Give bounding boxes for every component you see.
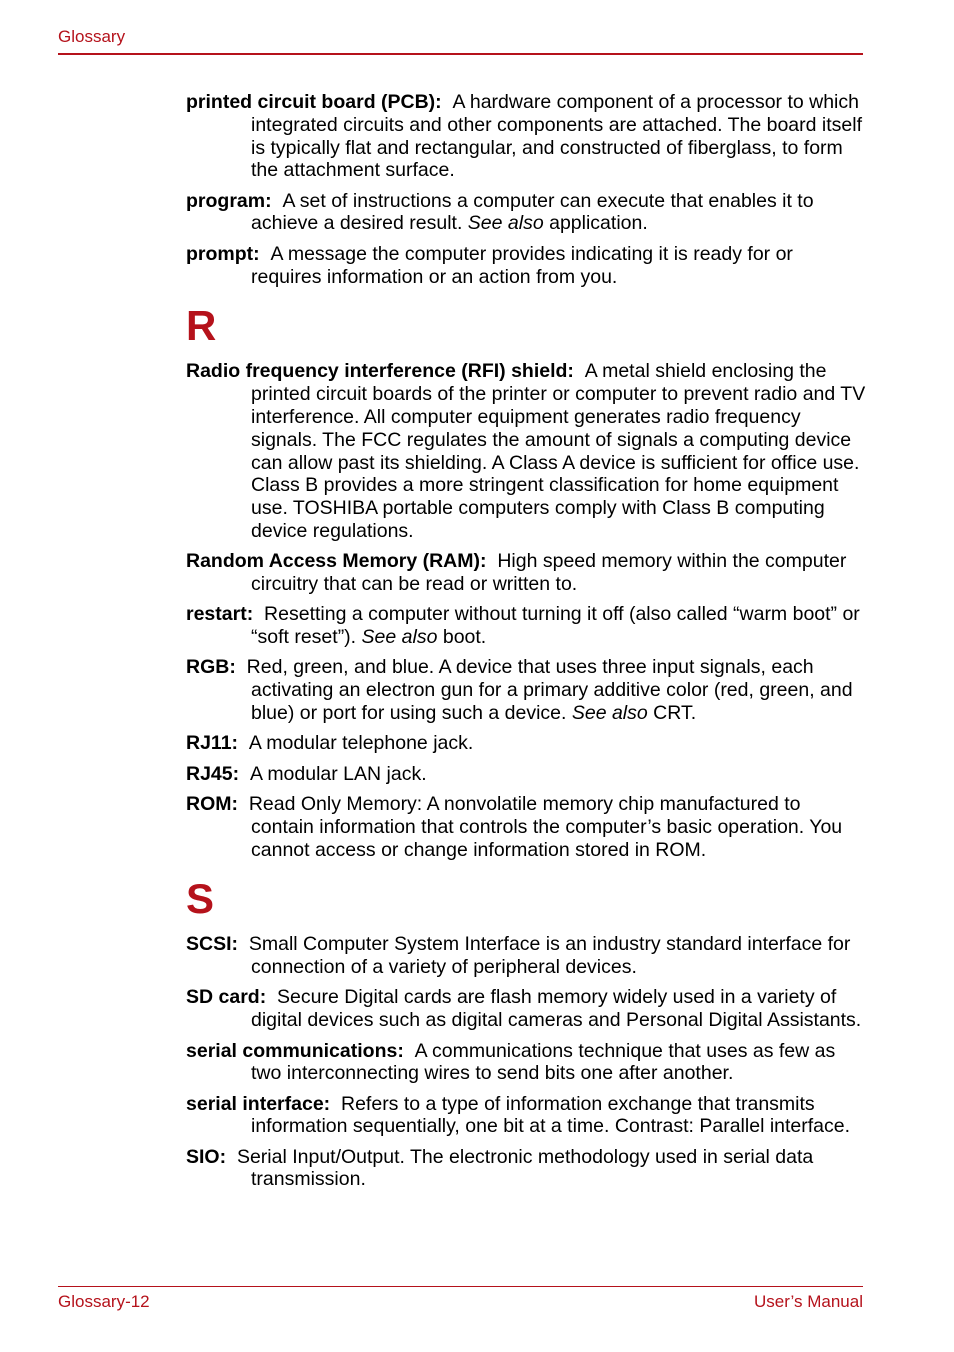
glossary-entry [186,1040,866,1086]
glossary-term: ROM: [186,792,238,815]
header-rule [58,53,863,55]
see-also: See also [467,212,544,235]
glossary-entry [186,763,866,786]
section-letter: S [186,875,215,923]
glossary-entry [186,986,866,1032]
page-number: Glossary-12 [58,1292,150,1311]
glossary-term: RGB: [186,656,236,679]
glossary-entry [186,190,866,236]
glossary-definition: Red, green, and blue. A device that uses three input signals, each activating an electron gun for a primary additive color (red, green, and blue) or port for using such a device. [246,656,853,725]
glossary-term: program: [186,189,272,212]
see-also-target: boot. [442,626,487,649]
footer-rule [58,1286,863,1287]
glossary-entry [186,656,866,724]
glossary-definition: Read Only Memory: A nonvolatile memory chip manufactured to contain information that controls the computer’s basic operation. You cannot access or change information stored in ROM. [248,792,843,861]
glossary-entry [186,1146,866,1192]
glossary-definition: Refers to a type of information exchange that transmits information sequentially, one bit at a time. Contrast: Parallel interface. [251,1092,851,1138]
glossary-definition: A set of instructions a computer can execute that enables it to achieve a desired result. [251,189,814,235]
glossary-term: RJ45: [186,762,240,785]
see-also: See also [571,702,648,725]
glossary-definition: Secure Digital cards are flash memory widely used in a variety of digital devices such as digital cameras and Personal Digital Assistants. [251,986,862,1032]
glossary-definition: A metal shield enclosing the printed circuit boards of the printer or computer to prevent radio and TV interference. All computer equipment generates radio frequency signals. The FCC regulates the amount of signals a computing device can allow past its shielding. A Class A device is sufficient for office use. Class B provides a more stringent classification for home equipment use. TOSHIBA portable computers comply with Class B computing device regulations. [251,360,866,542]
glossary-definition: Small Computer System Interface is an industry standard interface for connection of a variety of peripheral devices. [248,933,851,979]
glossary-term: serial interface: [186,1092,331,1115]
glossary-definition: A message the computer provides indicating it is ready for or requires information or an action from you. [251,242,793,288]
glossary-term: RJ11: [186,732,239,755]
glossary-definition: High speed memory within the computer circuitry that can be read or written to. [251,550,847,596]
glossary-entry [186,91,866,182]
running-header: Glossary [58,27,126,46]
glossary-definition: Resetting a computer without turning it off (also called “warm boot” or “soft reset”). [251,603,860,649]
glossary-entry [186,243,866,289]
manual-title: User’s Manual [754,1292,863,1311]
glossary-entry [186,550,866,596]
glossary-entry [186,603,866,649]
glossary-entry [186,732,866,755]
glossary-term: SD card: [186,986,267,1009]
glossary-term: restart: [186,603,254,626]
glossary-term: Radio frequency interference (RFI) shield: [186,360,574,383]
glossary-definition: A modular telephone jack. [248,732,474,755]
glossary-definition: A communications technique that uses as few as two interconnecting wires to send bits one after another. [251,1039,836,1085]
glossary-term: prompt: [186,242,260,265]
glossary-content [186,91,866,1199]
glossary-definition: A hardware component of a processor to which integrated circuits and other components are attached. The board itself is typically flat and rectangular, and constructed of fiberglass, to form the attachment surface. [251,91,863,182]
glossary-entry [186,1093,866,1139]
glossary-term: printed circuit board (PCB): [186,91,442,113]
see-also: See also [361,626,438,649]
glossary-term: SIO: [186,1145,227,1168]
glossary-entry [186,793,866,861]
glossary-term: Random Access Memory (RAM): [186,550,487,573]
see-also-target: application. [549,212,648,235]
glossary-term: SCSI: [186,933,239,956]
glossary-entry [186,360,866,542]
glossary-entry [186,933,866,979]
glossary-definition: A modular LAN jack. [249,762,427,785]
section-letter: R [186,302,217,350]
glossary-term: serial communications: [186,1039,404,1062]
see-also-target: CRT. [653,702,697,725]
glossary-definition: Serial Input/Output. The electronic methodology used in serial data transmission. [236,1145,814,1191]
